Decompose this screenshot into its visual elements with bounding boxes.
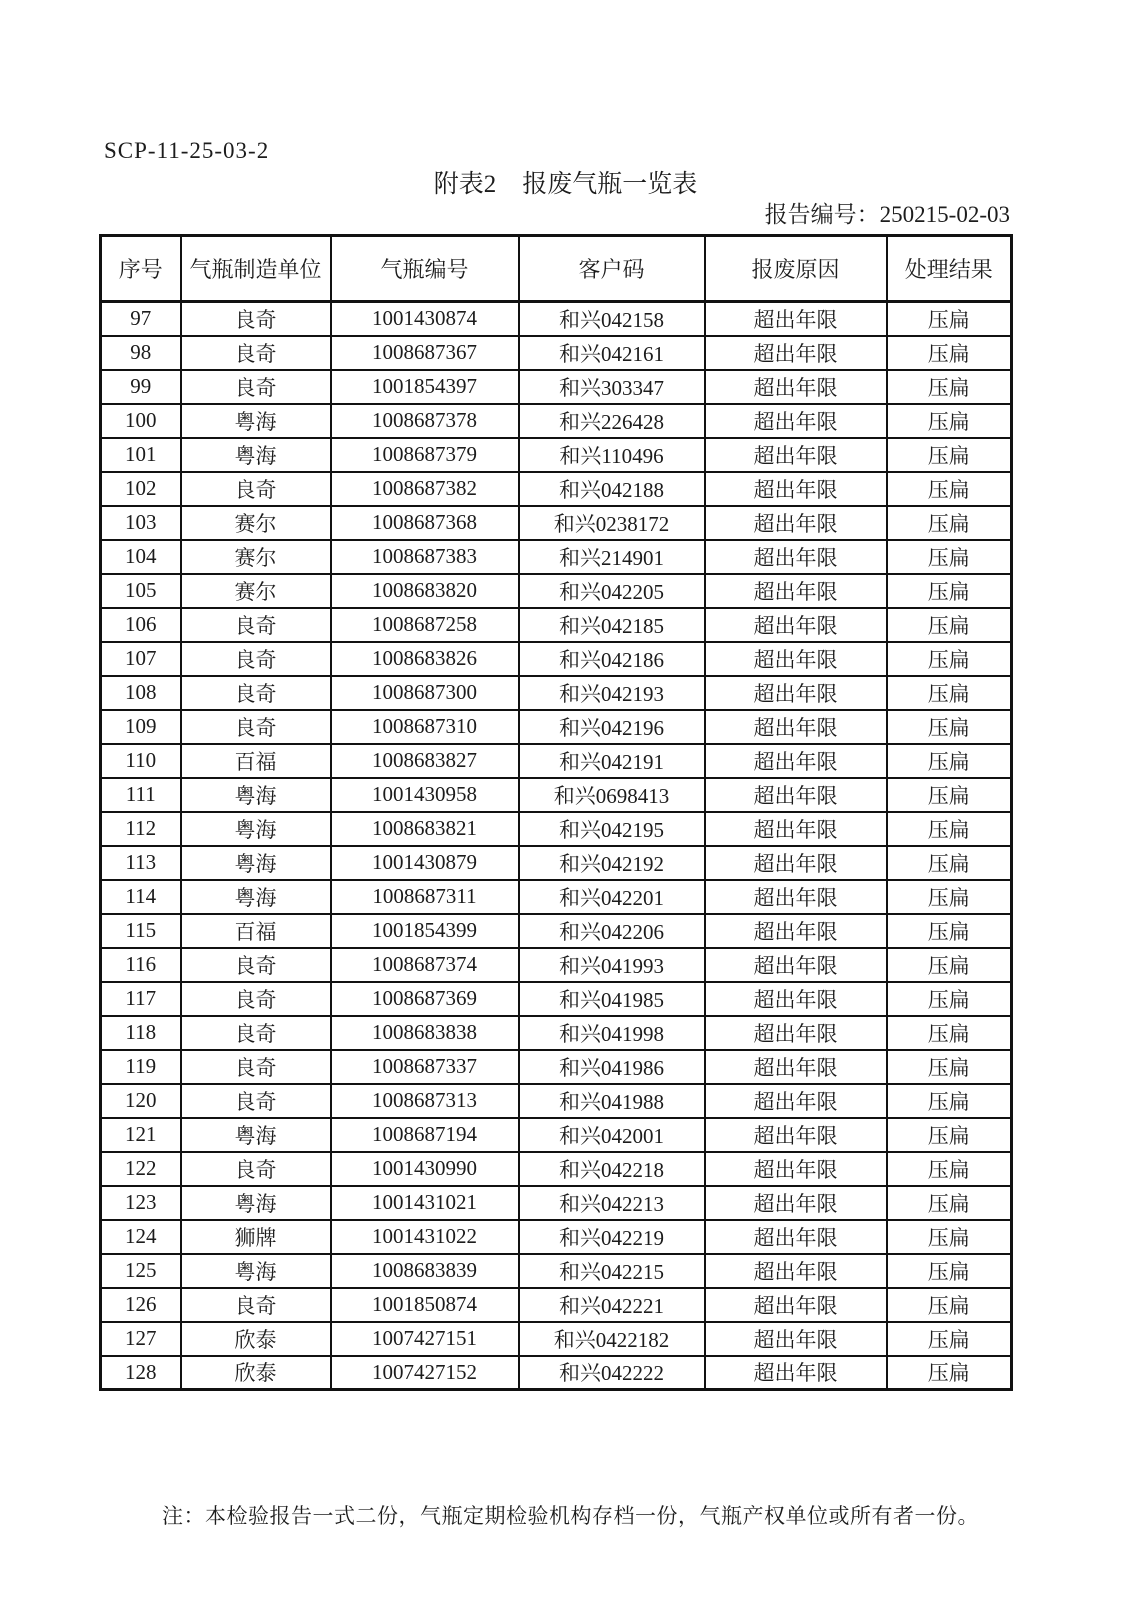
cell-cylinder-no: 1008683827	[331, 744, 519, 778]
cell-index: 100	[101, 404, 181, 438]
cell-scrap-reason: 超出年限	[705, 914, 887, 948]
cell-scrap-reason: 超出年限	[705, 642, 887, 676]
table-row	[101, 438, 1012, 472]
cell-disposal-result: 压扁	[887, 472, 1012, 506]
cell-customer-code: 和兴042219	[519, 1220, 705, 1254]
cell-cylinder-no: 1008687379	[331, 438, 519, 472]
table-row	[101, 1356, 1012, 1390]
table-row	[101, 778, 1012, 812]
cell-customer-code: 和兴042193	[519, 676, 705, 710]
cell-manufacturer: 粤海	[181, 404, 331, 438]
cell-disposal-result: 压扁	[887, 710, 1012, 744]
page-title: 报废气瓶一览表	[522, 171, 698, 198]
cell-index: 103	[101, 506, 181, 540]
cell-manufacturer: 赛尔	[181, 540, 331, 574]
cell-cylinder-no: 1007427152	[331, 1356, 519, 1390]
cell-index: 97	[101, 302, 181, 336]
cell-scrap-reason: 超出年限	[705, 880, 887, 914]
cell-customer-code: 和兴042186	[519, 642, 705, 676]
cell-manufacturer: 良奇	[181, 710, 331, 744]
table-row	[101, 540, 1012, 574]
cell-scrap-reason: 超出年限	[705, 1118, 887, 1152]
cell-index: 104	[101, 540, 181, 574]
cell-cylinder-no: 1008687300	[331, 676, 519, 710]
cell-scrap-reason: 超出年限	[705, 676, 887, 710]
cell-cylinder-no: 1001854397	[331, 370, 519, 404]
cell-manufacturer: 良奇	[181, 472, 331, 506]
cell-cylinder-no: 1008683838	[331, 1016, 519, 1050]
table-header-row	[101, 236, 1012, 302]
table-row	[101, 710, 1012, 744]
table-row	[101, 302, 1012, 336]
cell-manufacturer: 粤海	[181, 778, 331, 812]
cell-scrap-reason: 超出年限	[705, 1186, 887, 1220]
cell-index: 99	[101, 370, 181, 404]
cell-scrap-reason: 超出年限	[705, 472, 887, 506]
header-disposal-result: 处理结果	[887, 236, 1012, 302]
table-row	[101, 1084, 1012, 1118]
cell-cylinder-no: 1001854399	[331, 914, 519, 948]
table-row	[101, 336, 1012, 370]
header-customer-code: 客户码	[519, 236, 705, 302]
table-row	[101, 1322, 1012, 1356]
cell-cylinder-no: 1008687258	[331, 608, 519, 642]
cell-disposal-result: 压扁	[887, 336, 1012, 370]
cell-disposal-result: 压扁	[887, 1152, 1012, 1186]
cell-cylinder-no: 1007427151	[331, 1322, 519, 1356]
cell-cylinder-no: 1001850874	[331, 1288, 519, 1322]
cell-manufacturer: 良奇	[181, 676, 331, 710]
cell-disposal-result: 压扁	[887, 812, 1012, 846]
cell-disposal-result: 压扁	[887, 642, 1012, 676]
cell-disposal-result: 压扁	[887, 982, 1012, 1016]
cell-disposal-result: 压扁	[887, 778, 1012, 812]
cell-customer-code: 和兴042201	[519, 880, 705, 914]
table-row	[101, 506, 1012, 540]
cell-manufacturer: 赛尔	[181, 574, 331, 608]
header-index: 序号	[101, 236, 181, 302]
cell-index: 125	[101, 1254, 181, 1288]
cell-index: 112	[101, 812, 181, 846]
cell-manufacturer: 粤海	[181, 438, 331, 472]
cell-customer-code: 和兴214901	[519, 540, 705, 574]
footer-note: 注：本检验报告一式二份，气瓶定期检验机构存档一份，气瓶产权单位或所有者一份。	[162, 1504, 979, 1528]
cell-disposal-result: 压扁	[887, 846, 1012, 880]
cell-cylinder-no: 1008687311	[331, 880, 519, 914]
cell-manufacturer: 良奇	[181, 1152, 331, 1186]
table-row	[101, 1186, 1012, 1220]
cell-disposal-result: 压扁	[887, 880, 1012, 914]
cell-cylinder-no: 1008687383	[331, 540, 519, 574]
cell-index: 118	[101, 1016, 181, 1050]
cell-index: 98	[101, 336, 181, 370]
cell-manufacturer: 良奇	[181, 370, 331, 404]
cell-scrap-reason: 超出年限	[705, 540, 887, 574]
cell-cylinder-no: 1008683839	[331, 1254, 519, 1288]
cell-disposal-result: 压扁	[887, 676, 1012, 710]
cell-customer-code: 和兴042192	[519, 846, 705, 880]
header-cylinder-no: 气瓶编号	[331, 236, 519, 302]
cell-disposal-result: 压扁	[887, 1356, 1012, 1390]
cell-customer-code: 和兴0238172	[519, 506, 705, 540]
cell-manufacturer: 良奇	[181, 336, 331, 370]
cell-manufacturer: 赛尔	[181, 506, 331, 540]
cell-customer-code: 和兴042185	[519, 608, 705, 642]
cell-cylinder-no: 1008687368	[331, 506, 519, 540]
cell-customer-code: 和兴226428	[519, 404, 705, 438]
cell-customer-code: 和兴042188	[519, 472, 705, 506]
cell-index: 108	[101, 676, 181, 710]
cell-disposal-result: 压扁	[887, 608, 1012, 642]
cell-disposal-result: 压扁	[887, 1288, 1012, 1322]
cell-index: 126	[101, 1288, 181, 1322]
cell-scrap-reason: 超出年限	[705, 1084, 887, 1118]
cell-index: 124	[101, 1220, 181, 1254]
cell-index: 116	[101, 948, 181, 982]
cell-customer-code: 和兴041985	[519, 982, 705, 1016]
cell-manufacturer: 良奇	[181, 1288, 331, 1322]
attachment-label: 附表2	[433, 171, 497, 198]
report-number-line	[765, 196, 1010, 229]
cell-customer-code: 和兴303347	[519, 370, 705, 404]
table-row	[101, 676, 1012, 710]
cell-scrap-reason: 超出年限	[705, 982, 887, 1016]
cell-index: 122	[101, 1152, 181, 1186]
cell-manufacturer: 良奇	[181, 1050, 331, 1084]
cell-index: 113	[101, 846, 181, 880]
table-row	[101, 642, 1012, 676]
cell-manufacturer: 粤海	[181, 880, 331, 914]
cell-scrap-reason: 超出年限	[705, 812, 887, 846]
cell-customer-code: 和兴042205	[519, 574, 705, 608]
title-row	[0, 164, 1131, 200]
cell-cylinder-no: 1008687367	[331, 336, 519, 370]
table-row	[101, 1288, 1012, 1322]
cell-customer-code: 和兴042196	[519, 710, 705, 744]
table-row	[101, 1254, 1012, 1288]
report-number-label: 报告编号：	[764, 202, 880, 227]
cell-cylinder-no: 1001430879	[331, 846, 519, 880]
cell-disposal-result: 压扁	[887, 370, 1012, 404]
cell-cylinder-no: 1008683826	[331, 642, 519, 676]
cell-scrap-reason: 超出年限	[705, 1322, 887, 1356]
table-row	[101, 370, 1012, 404]
cell-index: 121	[101, 1118, 181, 1152]
cell-customer-code: 和兴042215	[519, 1254, 705, 1288]
cell-index: 117	[101, 982, 181, 1016]
cell-customer-code: 和兴042001	[519, 1118, 705, 1152]
cell-manufacturer: 粤海	[181, 1118, 331, 1152]
cell-disposal-result: 压扁	[887, 574, 1012, 608]
cell-customer-code: 和兴042222	[519, 1356, 705, 1390]
cell-disposal-result: 压扁	[887, 1220, 1012, 1254]
cell-scrap-reason: 超出年限	[705, 1254, 887, 1288]
cell-customer-code: 和兴042161	[519, 336, 705, 370]
cell-scrap-reason: 超出年限	[705, 506, 887, 540]
cell-disposal-result: 压扁	[887, 404, 1012, 438]
cell-scrap-reason: 超出年限	[705, 778, 887, 812]
table-row	[101, 1220, 1012, 1254]
cell-customer-code: 和兴041993	[519, 948, 705, 982]
cell-manufacturer: 良奇	[181, 302, 331, 336]
cell-customer-code: 和兴042158	[519, 302, 705, 336]
cell-manufacturer: 百福	[181, 914, 331, 948]
header-manufacturer: 气瓶制造单位	[181, 236, 331, 302]
cell-scrap-reason: 超出年限	[705, 336, 887, 370]
cell-cylinder-no: 1001430990	[331, 1152, 519, 1186]
cell-cylinder-no: 1008687337	[331, 1050, 519, 1084]
table-row	[101, 846, 1012, 880]
cell-customer-code: 和兴042213	[519, 1186, 705, 1220]
cell-index: 106	[101, 608, 181, 642]
cell-manufacturer: 狮牌	[181, 1220, 331, 1254]
cell-scrap-reason: 超出年限	[705, 438, 887, 472]
table-row	[101, 914, 1012, 948]
cell-index: 114	[101, 880, 181, 914]
cell-disposal-result: 压扁	[887, 948, 1012, 982]
table-row	[101, 880, 1012, 914]
cell-manufacturer: 欣泰	[181, 1356, 331, 1390]
cell-manufacturer: 良奇	[181, 1016, 331, 1050]
cell-customer-code: 和兴042221	[519, 1288, 705, 1322]
cell-scrap-reason: 超出年限	[705, 744, 887, 778]
cell-disposal-result: 压扁	[887, 1322, 1012, 1356]
cell-scrap-reason: 超出年限	[705, 302, 887, 336]
table-body	[101, 302, 1012, 1390]
cell-disposal-result: 压扁	[887, 1254, 1012, 1288]
cell-index: 119	[101, 1050, 181, 1084]
cell-customer-code: 和兴042195	[519, 812, 705, 846]
table-row	[101, 1118, 1012, 1152]
cell-customer-code: 和兴041988	[519, 1084, 705, 1118]
table-header	[101, 236, 1012, 302]
cell-scrap-reason: 超出年限	[705, 608, 887, 642]
table-row	[101, 404, 1012, 438]
cell-index: 123	[101, 1186, 181, 1220]
cell-index: 110	[101, 744, 181, 778]
cell-disposal-result: 压扁	[887, 540, 1012, 574]
cell-cylinder-no: 1008683821	[331, 812, 519, 846]
cell-manufacturer: 良奇	[181, 982, 331, 1016]
cell-index: 128	[101, 1356, 181, 1390]
cell-disposal-result: 压扁	[887, 1118, 1012, 1152]
cell-disposal-result: 压扁	[887, 914, 1012, 948]
table-row	[101, 1050, 1012, 1084]
cell-cylinder-no: 1008687310	[331, 710, 519, 744]
cell-scrap-reason: 超出年限	[705, 574, 887, 608]
cell-manufacturer: 良奇	[181, 608, 331, 642]
cell-cylinder-no: 1008683820	[331, 574, 519, 608]
cell-customer-code: 和兴0698413	[519, 778, 705, 812]
cell-index: 102	[101, 472, 181, 506]
cell-index: 127	[101, 1322, 181, 1356]
cell-cylinder-no: 1008687313	[331, 1084, 519, 1118]
table-row	[101, 574, 1012, 608]
cell-cylinder-no: 1001430958	[331, 778, 519, 812]
cell-disposal-result: 压扁	[887, 1084, 1012, 1118]
cell-manufacturer: 粤海	[181, 846, 331, 880]
cell-cylinder-no: 1001431021	[331, 1186, 519, 1220]
cell-disposal-result: 压扁	[887, 302, 1012, 336]
report-number-value: 250215-02-03	[879, 202, 1010, 227]
cell-disposal-result: 压扁	[887, 1050, 1012, 1084]
cell-scrap-reason: 超出年限	[705, 1016, 887, 1050]
cell-index: 107	[101, 642, 181, 676]
cell-customer-code: 和兴042218	[519, 1152, 705, 1186]
cell-scrap-reason: 超出年限	[705, 370, 887, 404]
table-row	[101, 812, 1012, 846]
cell-scrap-reason: 超出年限	[705, 1356, 887, 1390]
cell-customer-code: 和兴042191	[519, 744, 705, 778]
table-row	[101, 948, 1012, 982]
cell-manufacturer: 粤海	[181, 812, 331, 846]
cell-disposal-result: 压扁	[887, 744, 1012, 778]
cell-scrap-reason: 超出年限	[705, 1288, 887, 1322]
table-row	[101, 1016, 1012, 1050]
cell-cylinder-no: 1008687378	[331, 404, 519, 438]
cell-index: 111	[101, 778, 181, 812]
table-row	[101, 982, 1012, 1016]
cell-index: 115	[101, 914, 181, 948]
cell-cylinder-no: 1001430874	[331, 302, 519, 336]
cell-scrap-reason: 超出年限	[705, 1152, 887, 1186]
table-row	[101, 608, 1012, 642]
cell-scrap-reason: 超出年限	[705, 404, 887, 438]
cell-index: 105	[101, 574, 181, 608]
cell-manufacturer: 良奇	[181, 642, 331, 676]
cell-disposal-result: 压扁	[887, 506, 1012, 540]
cell-cylinder-no: 1008687374	[331, 948, 519, 982]
cell-customer-code: 和兴110496	[519, 438, 705, 472]
cell-customer-code: 和兴042206	[519, 914, 705, 948]
header-scrap-reason: 报废原因	[705, 236, 887, 302]
cell-scrap-reason: 超出年限	[705, 710, 887, 744]
cell-manufacturer: 粤海	[181, 1254, 331, 1288]
cell-scrap-reason: 超出年限	[705, 1050, 887, 1084]
cell-index: 109	[101, 710, 181, 744]
cell-cylinder-no: 1008687382	[331, 472, 519, 506]
cell-customer-code: 和兴041998	[519, 1016, 705, 1050]
cell-cylinder-no: 1008687194	[331, 1118, 519, 1152]
cell-manufacturer: 良奇	[181, 1084, 331, 1118]
cell-manufacturer: 欣泰	[181, 1322, 331, 1356]
table-row	[101, 1152, 1012, 1186]
cell-manufacturer: 良奇	[181, 948, 331, 982]
cell-cylinder-no: 1008687369	[331, 982, 519, 1016]
doc-code: SCP-11-25-03-2	[104, 138, 270, 163]
table-row	[101, 744, 1012, 778]
cell-disposal-result: 压扁	[887, 1186, 1012, 1220]
table-row	[101, 472, 1012, 506]
cell-index: 120	[101, 1084, 181, 1118]
cell-disposal-result: 压扁	[887, 1016, 1012, 1050]
cell-index: 101	[101, 438, 181, 472]
cell-cylinder-no: 1001431022	[331, 1220, 519, 1254]
scrapped-cylinder-table	[99, 234, 1013, 1391]
cell-customer-code: 和兴041986	[519, 1050, 705, 1084]
cell-scrap-reason: 超出年限	[705, 948, 887, 982]
cell-scrap-reason: 超出年限	[705, 846, 887, 880]
cell-manufacturer: 百福	[181, 744, 331, 778]
cell-customer-code: 和兴0422182	[519, 1322, 705, 1356]
cell-scrap-reason: 超出年限	[705, 1220, 887, 1254]
cell-manufacturer: 粤海	[181, 1186, 331, 1220]
cell-disposal-result: 压扁	[887, 438, 1012, 472]
